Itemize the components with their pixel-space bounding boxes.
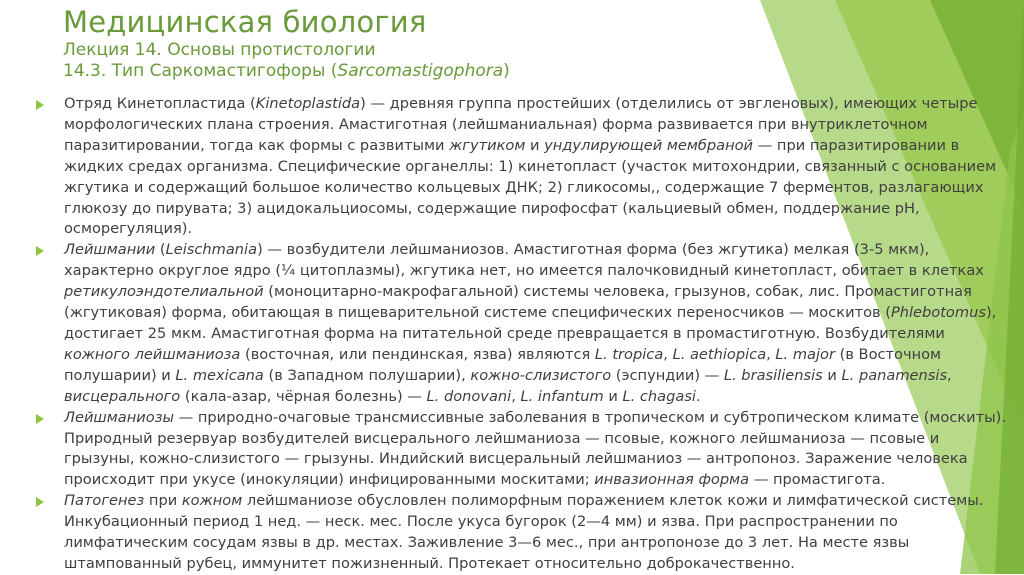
text-segment: и xyxy=(525,136,545,154)
bullet-item xyxy=(36,240,1008,407)
italic-term: висцерального xyxy=(64,387,181,405)
italic-term: L. aethiopica xyxy=(672,345,767,363)
text-segment: , xyxy=(766,345,776,363)
triangle-bullet-icon xyxy=(36,414,44,424)
text-segment: и xyxy=(603,387,623,405)
text-segment: (моноцитарно-макрофагальной) системы человека, грызунов, собак, лис. Промастиготная (жгутиковая) форма, обитающая в пищеварительной системе специфических переносчиков — москитов ( xyxy=(64,283,972,322)
bullet-item xyxy=(36,94,1008,240)
slide-title: Медицинская биология xyxy=(63,5,427,39)
italic-term: L. tropica xyxy=(594,345,664,363)
bullet-item xyxy=(36,408,1008,492)
text-segment: , xyxy=(511,387,521,405)
lecture-subtitle: Лекция 14. Основы протистологии xyxy=(63,40,376,60)
text-segment: при xyxy=(144,492,182,510)
italic-term: кожного лейшманиоза xyxy=(64,345,241,363)
section-subtitle-latin: Sarcomastigophora xyxy=(337,61,504,81)
italic-term: Leischmania xyxy=(165,241,258,259)
text-segment: — природно-очаговые трансмиссивные заболевания в тропическом и субтропическом климате (москиты). Природный резервуар возбудителей висцерального лейшманиоза — псовые, кожного лейшманиоза — псовые и грызуны, кожно-слизистого — грызуны. Индийский висцеральный лейшманиоз — антропоноз. Заражение человека происходит при укусе (инокуляции) инфицированными москитами; xyxy=(64,408,1007,489)
triangle-bullet-icon xyxy=(36,100,44,110)
italic-term: L. major xyxy=(775,345,835,363)
triangle-bullet-icon xyxy=(36,497,44,507)
text-segment: Отряд Кинетопластида ( xyxy=(64,95,256,112)
text-segment: ) — возбудители лейшманиозов. Амастиготная форма (без жгутика) мелкая (3-5 мкм), характерно округлое ядро (¼ цитоплазмы), жгутика нет, но имеется палочковидный кинетопласт, обитает в клетках xyxy=(64,241,984,280)
italic-term: L. donovani xyxy=(426,387,512,405)
italic-term: L. brasiliensis xyxy=(723,366,823,384)
italic-term: кожном xyxy=(181,492,243,510)
text-segment: ), достигает 25 мкм. Амастиготная форма на питательной среде превращается в промастиготную. Возбудителями xyxy=(64,304,997,342)
italic-term: инвазионная форма xyxy=(594,471,750,489)
slide-header xyxy=(63,4,763,82)
section-subtitle xyxy=(63,61,763,82)
text-segment: , xyxy=(947,366,952,384)
text-segment: (эспундии) — xyxy=(611,366,724,384)
triangle-bullet-icon xyxy=(36,246,44,256)
italic-term: Phlebotomus xyxy=(890,304,986,322)
italic-term: Патогенез xyxy=(64,492,145,510)
italic-term: L. infantum xyxy=(520,387,604,405)
text-segment: , xyxy=(663,345,673,363)
italic-term: кожно-слизистого xyxy=(470,366,612,384)
bullet-item xyxy=(36,491,1008,575)
text-segment: и xyxy=(822,366,842,384)
text-segment: — при паразитировании в жидких средах организма. Специфические органеллы: 1) кинетопласт (участок митохондрии, связанный с основанием жгутика и содержащий большое количество кольцевых ДНК; 2) гликосомы,, содержащие 7 ферментов, разлагающих глюкозу до пирувата; 3) ацидокальциосомы, содержащие пирофосфат (кальциевый обмен, поддержание рН, осморегуляция). xyxy=(64,136,997,238)
italic-term: L. mexicana xyxy=(175,366,264,384)
italic-term: Лейшманиозы xyxy=(64,408,174,426)
italic-term: ундулирующей мембраной xyxy=(544,136,754,154)
text-segment: (кала-азар, чёрная болезнь) — xyxy=(180,387,427,405)
text-segment: ) — древняя группа простейших (отделились от эвгленовых), имеющих четыре морфологических плана строения. Амастиготная (лейшманиальная) форма развивается при внутриклеточном паразитировании, тогда как формы с развитыми xyxy=(64,95,978,154)
italic-term: Лейшмании xyxy=(64,241,156,259)
text-segment: (восточная, или пендинская, язва) являются xyxy=(240,345,595,363)
italic-term: жгутиком xyxy=(449,136,526,154)
text-segment: (в Восточном полушарии) и xyxy=(64,345,942,384)
section-subtitle-suffix: ) xyxy=(503,61,510,81)
text-segment: . xyxy=(695,387,701,405)
text-segment: лейшманиозе обусловлен полиморфным поражением клеток кожи и лимфатической системы. Инкубационный период 1 нед. — неск. мес. После укуса бугорок (2—4 мм) и язва. При распространении по лимфатическим сосудам язвы в др. местах. Заживление 3—6 мес., при антропонозе до 3 лет. На месте язвы штампованный рубец, иммунитет пожизненный. Протекает относительно доброкачественно. xyxy=(64,492,984,572)
italic-term: Kinetoplastida xyxy=(255,95,361,112)
italic-term: ретикулоэндотелиальной xyxy=(64,283,264,301)
italic-term: L. chagasi xyxy=(622,387,696,405)
italic-term: L. panamensis xyxy=(841,366,948,384)
bullet-list xyxy=(36,94,1008,575)
text-segment: ( xyxy=(155,241,166,259)
text-segment: — промастигота. xyxy=(749,471,886,489)
text-segment: (в Западном полушарии), xyxy=(263,366,471,384)
section-subtitle-prefix: 14.3. Тип Саркомастигофоры ( xyxy=(63,61,338,81)
